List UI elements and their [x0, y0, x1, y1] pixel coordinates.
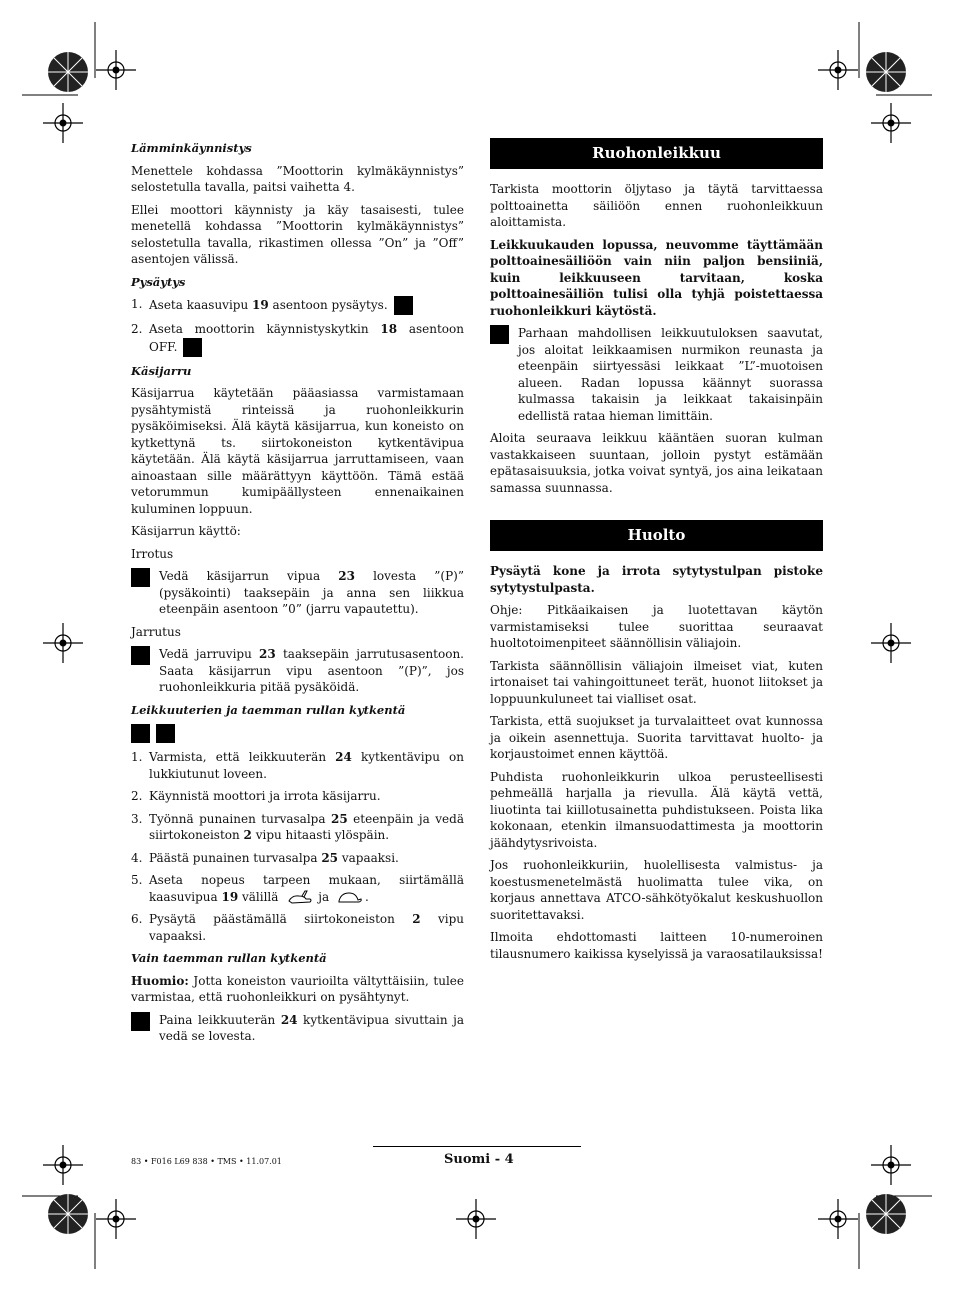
left-column: [131, 136, 464, 1051]
maintenance-text-1: Pysäytä kone ja irrota sytytystulpan pistoke sytytystulpasta.: [490, 564, 823, 595]
figure-reference-box: [131, 724, 150, 743]
list-item: 3. Työnnä punainen turvasalpa 25 eteenpäin ja vedä siirtokoneiston 2 vipu hitaasti ylöspäin.: [131, 811, 464, 842]
handbrake-text: Käsijarrua käytetään pääasiassa varmistamaan pysähtymistä rinteissä ja ruohonleikkurin pysäköimiseksi. Älä käytä käsijarrua, kun koneisto on kytkettynä ts. siirtokoneiston kytkentävipua käytetään. Älä käytä käsijarrua jarruttamiseen, vaan ainoastaan sille määrättyyn käyttöön. Tämä estää vetorummun kumipäällysteen ennenaikainen kuluminen loppuun.: [131, 386, 464, 516]
heading-warmstart: Lämminkäynnistys: [131, 141, 252, 155]
warmstart-text-2: Ellei moottori käynnisty ja käy tasaisesti, tulee menetellä kohdassa ”Moottorin kylmäkäynnistys” selostetulla tavalla, rikastimen ollessa ”On” ja ”Off” asentojen välissä.: [131, 202, 464, 266]
figure-reference-box: [183, 338, 202, 357]
maintenance-text-4: Tarkista, että suojukset ja turvalaitteet ovat kunnossa ja oikein asennettuja. Suorita tarvittavat huolto- ja korjaustoimet ennen käyttöä.: [490, 714, 823, 761]
heading-rear-roller: Vain taemman rullan kytkentä: [131, 951, 327, 965]
figure-reference-box: [131, 1012, 150, 1031]
mowing-text-4: Aloita seuraava leikkuu kääntäen suoran kulman vastakkaiseen suuntaan, jolloin pystyt estämään epätasaisuuksia, jotka voivat syntyä, jos aina leikataan samassa suunnassa.: [490, 431, 823, 495]
release-step: Vedä käsijarrun vipua 23 lovesta ”(P)” (pysäkointi) taaksepäin ja anna sen liikkua eteenpäin asentoon ”0” (jarru vapautettu).: [131, 568, 464, 618]
heading-stop: Pysäytys: [131, 274, 186, 289]
maintenance-text-7: Ilmoita ehdottomasti laitteen 10-numeroinen tilausnumero kaikissa kyselyissä ja varaosatilauksissa!: [490, 930, 823, 961]
footer-rule: [373, 1146, 581, 1147]
list-item: 4. Päästä punainen turvasalpa 25 vapaaksi.: [131, 850, 399, 865]
rear-step: Paina leikkuuterän 24 kytkentävipua sivuttain ja vedä se lovesta.: [131, 1012, 464, 1045]
figure-reference-box: [394, 296, 413, 315]
figure-reference-box: [131, 646, 150, 665]
page-number: Suomi - 4: [444, 1152, 514, 1167]
section-banner-maintenance: Huolto: [490, 520, 823, 551]
list-item: 1. Aseta kaasuvipu 19 asentoon pysäytys.: [131, 296, 464, 315]
maintenance-text-5: Puhdista ruohonleikkurin ulkoa perusteellisesti pehmeällä harjalla ja rievulla. Älä käytä vettä, liuotinta tai kiillotusainetta puhdistukseen. Poista lika kokonaan, etenkin ilmansuodattimesta ja moottorin jäähdytysrivoista.: [490, 769, 823, 850]
list-item: 6. Pysäytä päästämällä siirtokoneiston 2 vipu vapaaksi.: [131, 912, 464, 943]
heading-handbrake: Käsijarru: [131, 363, 192, 378]
maintenance-text-3: Tarkista säännöllisin väliajoin ilmeiset viat, kuten irtonaiset tai vahingoittuneet terät, huonot liitokset ja loppuunkuluneet tai vialliset osat.: [490, 658, 823, 706]
brake-label: Jarrutus: [131, 624, 181, 639]
maintenance-text-2: Ohje: Pitkäaikaisen ja luotettavan käytön varmistamiseksi tulee suorittaa seuraavat huoltotoimenpiteet säännöllisin väliajoin.: [490, 603, 823, 650]
list-item: 1. Varmista, että leikkuuterän 24 kytkentävipu on lukkiutunut loveen.: [131, 750, 464, 781]
right-column: [490, 138, 823, 968]
figure-reference-box: [156, 724, 175, 743]
handbrake-usage: Käsijarrun käyttö:: [131, 524, 241, 538]
rear-note: Huomio: Jotta koneiston vaurioilta vältyttäisiin, tulee varmistaa, että ruohonleikkuri on pysähtynyt.: [131, 973, 464, 1004]
figure-reference-box: [490, 325, 509, 344]
turtle-icon: [335, 889, 363, 905]
heading-engage: Leikkuuterien ja taemman rullan kytkentä: [131, 702, 406, 717]
brake-step: Vedä jarruvipu 23 taaksepäin jarrutusasentoon. Saata käsijarrun vipu asentoon ”(P)”, jos ruohonleikkuria pitää pysäköidä.: [131, 646, 464, 696]
warmstart-text-1: Menettele kohdassa ”Moottorin kylmäkäynnistys” selostetulla tavalla, paitsi vaihetta 4.: [131, 163, 464, 194]
maintenance-text-6: Jos ruohonleikkuriin, huolellisesta valmistus- ja koestusmenetelmästä huolimatta tulee vika, on korjaus annettava ATCO-sähkötyökalut keskushuollon suoritettavaksi.: [490, 858, 823, 922]
list-item: 5. Aseta nopeus tarpeen mukaan, siirtämällä kaasuvipua 19 välillä ja .: [131, 873, 464, 904]
mowing-text-2: Leikkuukauden lopussa, neuvomme täyttämään polttoainesäiliöön vain niin paljon bensiiniä, kuin leikkuuseen tarvitaan, koska polttoainesäiliön tulisi olla tyhjä poistettaessa ruohonleikkuri käytöstä.: [490, 237, 823, 318]
list-item: 2. Käynnistä moottori ja irrota käsijarru.: [131, 789, 381, 803]
mowing-text-1: Tarkista moottorin öljytaso ja täytä tarvittaessa polttoainetta säiliöön ennen ruohonleikkuun aloittamista.: [490, 182, 823, 229]
list-item: 2. Aseta moottorin käynnistyskytkin 18 asentoon OFF.: [131, 321, 464, 357]
figure-reference-box: [131, 568, 150, 587]
rabbit-icon: [286, 889, 314, 905]
stop-steps: [131, 296, 464, 357]
figure-reference-boxes: [131, 724, 464, 743]
footer-code: 83 • F016 L69 838 • TMS • 11.07.01: [131, 1157, 282, 1166]
release-label: Irrotus: [131, 546, 174, 561]
mowing-tip: Parhaan mahdollisen leikkuutuloksen saavutat, jos aloitat leikkaamisen nurmikon reunasta ja eteenpäin siirtyessäsi leikkaat ”L”-muotoisen alueen. Radan lopussa käännyt suorassa kulmassa takaisin ja leikkaat takaisinpäin edellistä rataa hieman limittäin.: [490, 325, 823, 424]
section-banner-mowing: Ruohonleikkuu: [490, 138, 823, 169]
engage-steps: [131, 749, 464, 944]
